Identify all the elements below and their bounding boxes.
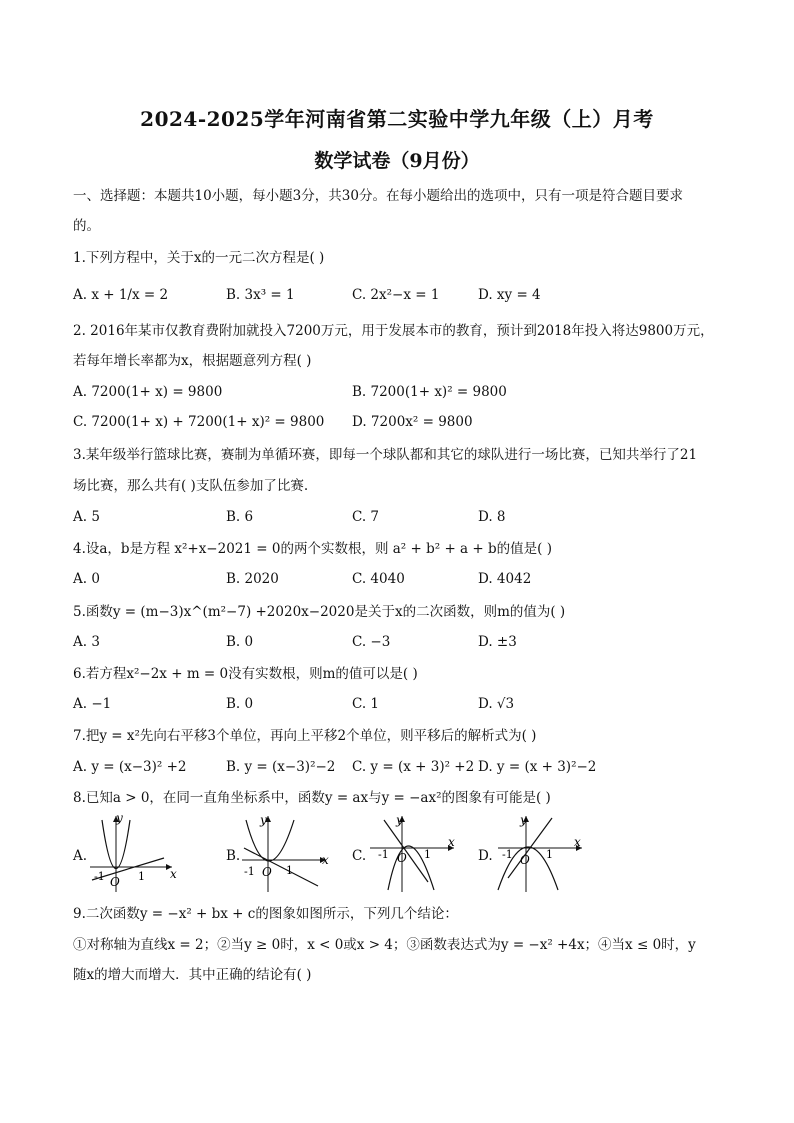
question-5-stem: 5.函数y = (m−3)x^(m²−7) +2020x−2020是关于x的二次函数，则m的值为( ) bbox=[73, 604, 566, 620]
question-9-stem-line2: ①对称轴为直线x = 2；②当y ≥ 0时，x < 0或x > 4；③函数表达式为y = −x² +4x；④当x ≤ 0时，y bbox=[73, 937, 696, 953]
question-2-option-d: D. 7200x² = 9800 bbox=[352, 414, 473, 430]
question-8-option-d: D. bbox=[478, 848, 493, 864]
question-5-option-a: A. 3 bbox=[73, 634, 100, 650]
question-3-stem-line1: 3.某年级举行篮球比赛，赛制为单循环赛，即每一个球队都和其它的球队进行一场比赛，已知共举行了21 bbox=[73, 447, 698, 463]
question-9-stem-line3: 随x的增大而增大．其中正确的结论有( ) bbox=[73, 967, 312, 983]
exam-subtitle: 数学试卷（9月份） bbox=[314, 150, 480, 172]
question-7-option-d: D. y = (x + 3)²−2 bbox=[478, 759, 597, 775]
question-7-option-c: C. y = (x + 3)² +2 bbox=[352, 759, 475, 775]
graph-b-y-label: y bbox=[260, 813, 267, 827]
graph-a-x-label: x bbox=[170, 867, 177, 881]
question-1-stem: 1.下列方程中，关于x的一元二次方程是( ) bbox=[73, 250, 325, 266]
question-1-option-d: D. xy = 4 bbox=[478, 287, 541, 303]
question-7-stem: 7.把y = x²先向右平移3个单位，再向上平移2个单位，则平移后的解析式为( ) bbox=[73, 728, 537, 744]
graph-c-neg-one-label: -1 bbox=[378, 848, 389, 861]
graph-a-origin-label: O bbox=[110, 875, 120, 889]
question-6-option-d: D. √3 bbox=[478, 696, 515, 712]
graph-c-x-label: x bbox=[448, 835, 455, 849]
question-8-option-c: C. bbox=[352, 848, 367, 864]
question-6-stem: 6.若方程x²−2x + m = 0没有实数根，则m的值可以是( ) bbox=[73, 666, 418, 682]
question-3-stem-line2: 场比赛，那么共有( )支队伍参加了比赛. bbox=[73, 478, 309, 494]
graph-a bbox=[86, 812, 186, 898]
question-6-option-b: B. 0 bbox=[226, 696, 254, 712]
question-8-option-a: A. bbox=[73, 848, 88, 864]
question-7-option-a: A. y = (x−3)² +2 bbox=[73, 759, 187, 775]
question-8-option-b: B. bbox=[226, 848, 241, 864]
graph-b-neg-one-label: -1 bbox=[244, 865, 255, 878]
graph-a-neg-one-label: -1 bbox=[94, 870, 105, 883]
graph-c-origin-label: O bbox=[397, 851, 407, 865]
question-6-option-a: A. −1 bbox=[73, 696, 112, 712]
graph-b-x-label: x bbox=[322, 853, 329, 867]
graph-d-one-label: 1 bbox=[546, 848, 553, 861]
graph-b bbox=[238, 812, 338, 898]
question-8-stem: 8.已知a > 0，在同一直角坐标系中，函数y = ax与y = −ax²的图象有可能是( ) bbox=[73, 790, 551, 806]
question-3-option-b: B. 6 bbox=[226, 509, 254, 525]
question-4-option-d: D. 4042 bbox=[478, 571, 532, 587]
question-1-option-c: C. 2x²−x = 1 bbox=[352, 287, 440, 303]
graph-b-one-label: 1 bbox=[286, 864, 293, 877]
question-2-option-b: B. 7200(1+ x)² = 9800 bbox=[352, 384, 507, 400]
question-3-option-d: D. 8 bbox=[478, 509, 506, 525]
question-6-option-c: C. 1 bbox=[352, 696, 380, 712]
question-2-option-c: C. 7200(1+ x) + 7200(1+ x)² = 9800 bbox=[73, 414, 325, 430]
graph-d-y-label: y bbox=[520, 813, 527, 827]
question-2-stem-line1: 2. 2016年某市仅教育费附加就投入7200万元，用于发展本市的教育，预计到2018年投入将达9800万元， bbox=[73, 323, 714, 339]
question-9-stem-line1: 9.二次函数y = −x² + bx + c的图象如图所示，下列几个结论： bbox=[73, 906, 458, 922]
question-4-stem: 4.设a，b是方程 x²+x−2021 = 0的两个实数根，则 a² + b² + a + b的值是( ) bbox=[73, 541, 552, 557]
exam-title: 2024-2025学年河南省第二实验中学九年级（上）月考 bbox=[140, 107, 654, 131]
question-5-option-c: C. −3 bbox=[352, 634, 391, 650]
question-4-option-c: C. 4040 bbox=[352, 571, 405, 587]
question-3-option-c: C. 7 bbox=[352, 509, 380, 525]
graph-d-x-label: x bbox=[574, 835, 581, 849]
graph-a-one-label: 1 bbox=[138, 870, 145, 883]
question-1-option-b: B. 3x³ = 1 bbox=[226, 287, 295, 303]
question-1-option-a: A. x + 1/x = 2 bbox=[73, 287, 169, 303]
graph-b-origin-label: O bbox=[262, 865, 272, 879]
question-2-stem-line2: 若每年增长率都为x，根据题意列方程( ) bbox=[73, 353, 312, 369]
graph-a-y-label: y bbox=[116, 812, 123, 825]
question-7-option-b: B. y = (x−3)²−2 bbox=[226, 759, 336, 775]
question-2-option-a: A. 7200(1+ x) = 9800 bbox=[73, 384, 223, 400]
graph-d-origin-label: O bbox=[520, 853, 530, 867]
graph-c bbox=[366, 812, 466, 898]
graph-c-y-label: y bbox=[396, 813, 403, 827]
section-instruction-line2: 的。 bbox=[73, 218, 100, 234]
graph-d bbox=[494, 812, 594, 898]
graph-d-neg-one-label: -1 bbox=[502, 848, 513, 861]
question-5-option-d: D. ±3 bbox=[478, 634, 517, 650]
question-5-option-b: B. 0 bbox=[226, 634, 254, 650]
graph-c-one-label: 1 bbox=[424, 848, 431, 861]
section-instruction-line1: 一、选择题：本题共10小题，每小题3分，共30分。在每小题给出的选项中，只有一项是符合题目要求 bbox=[73, 188, 683, 204]
question-3-option-a: A. 5 bbox=[73, 509, 100, 525]
question-4-option-a: A. 0 bbox=[73, 571, 100, 587]
question-4-option-b: B. 2020 bbox=[226, 571, 279, 587]
